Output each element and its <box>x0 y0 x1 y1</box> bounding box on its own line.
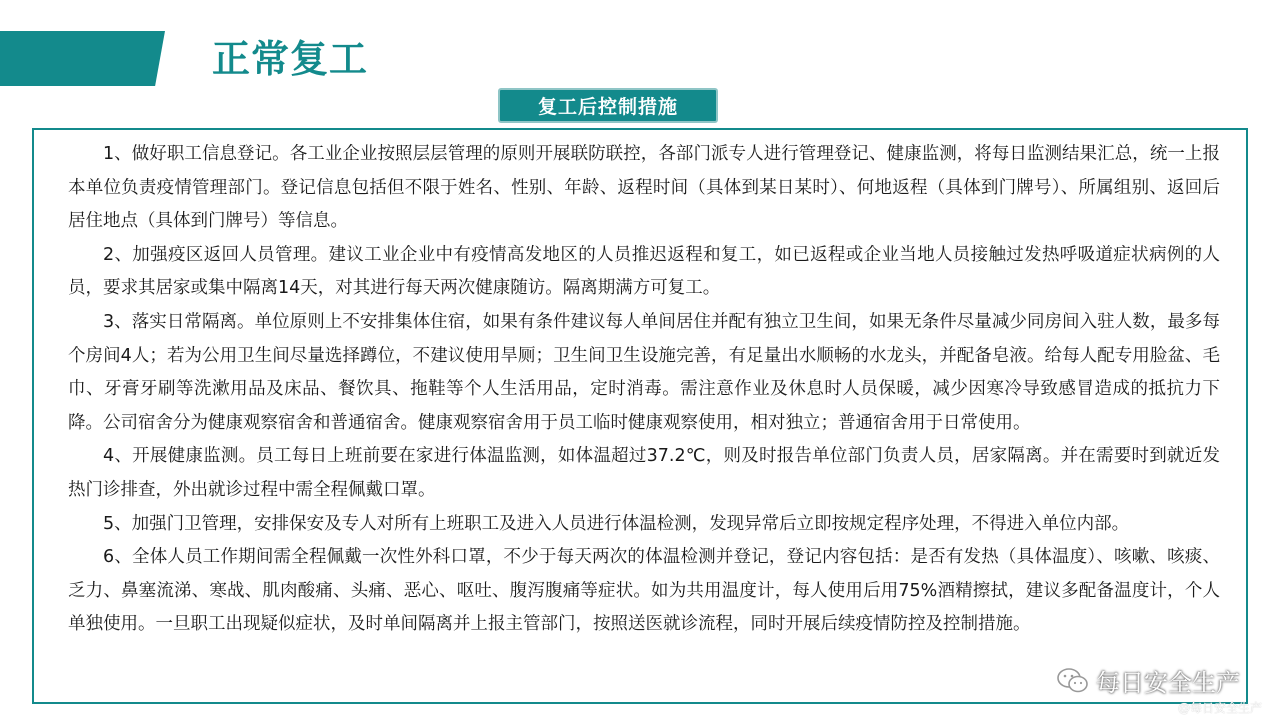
page-title: 正常复工 <box>212 37 369 81</box>
paragraph-6: 6、全体人员工作期间需全程佩戴一次性外科口罩，不少于每天两次的体温检测并登记，登记内容包括：是否有发热（具体温度）、咳嗽、咳痰、乏力、鼻塞流涕、寒战、肌肉酸痛、头痛、恶心、呕吐、腹泻腹痛等症状。如为共用温度计，每人使用后用75%酒精擦拭，建议多配备温度计，个人单独使用。一旦职工出现疑似症状，及时单间隔离并上报主管部门，按照送医就诊流程，同时开展后续疫情防控及控制措施。 <box>68 547 1220 635</box>
watermark-sub: @每日安全生产 <box>1177 701 1262 715</box>
watermark-text: 每日安全生产 <box>1096 669 1240 697</box>
paragraph-2: 2、加强疫区返回人员管理。建议工业企业中有疫情高发地区的人员推迟返程和复工，如已返程或企业当地人员接触过发热呼吸道症状病例的人员，要求其居家或集中隔离14天，对其进行每天两次健康随访。隔离期满方可复工。 <box>68 244 1220 299</box>
paragraph-5: 5、加强门卫管理，安排保安及专人对所有上班职工及进入人员进行体温检测，发现异常后立即按规定程序处理，不得进入单位内部。 <box>103 513 1130 534</box>
paragraph-3: 3、落实日常隔离。单位原则上不安排集体住宿，如果有条件建议每人单间居住并配有独立卫生间，如果无条件尽量减少同房间入驻人数，最多每个房间4人；若为公用卫生间尽量选择蹲位，不建议使用旱厕；卫生间卫生设施完善，有足量出水顺畅的水龙头，并配备皂液。给每人配专用脸盆、毛巾、牙膏牙刷等洗漱用品及床品、餐饮具、拖鞋等个人生活用品，定时消毒。需注意作业及休息时人员保暖，减少因寒冷导致感冒造成的抵抗力下降。公司宿舍分为健康观察宿舍和普通宿舍。健康观察宿舍用于员工临时健康观察使用，相对独立；普通宿舍用于日常使用。 <box>68 311 1220 433</box>
paragraph-1: 1、做好职工信息登记。各工业企业按照层层管理的原则开展联防联控，各部门派专人进行管理登记、健康监测，将每日监测结果汇总，统一上报本单位负责疫情管理部门。登记信息包括但不限于姓名、性别、年龄、返程时间（具体到某日某时）、何地返程（具体到门牌号）、所属组别、返回后居住地点（具体到门牌号）等信息。 <box>68 144 1220 232</box>
title-accent-bar <box>0 31 165 86</box>
wechat-icon <box>1056 666 1090 696</box>
paragraph-4: 4、开展健康监测。员工每日上班前要在家进行体温监测，如体温超过37.2℃，则及时报告单位部门负责人员，居家隔离。并在需要时到就近发热门诊排查，外出就诊过程中需全程佩戴口罩。 <box>68 446 1220 500</box>
content-box <box>32 128 1248 704</box>
section-label: 复工后控制措施 <box>498 88 718 123</box>
watermark <box>1056 663 1240 698</box>
